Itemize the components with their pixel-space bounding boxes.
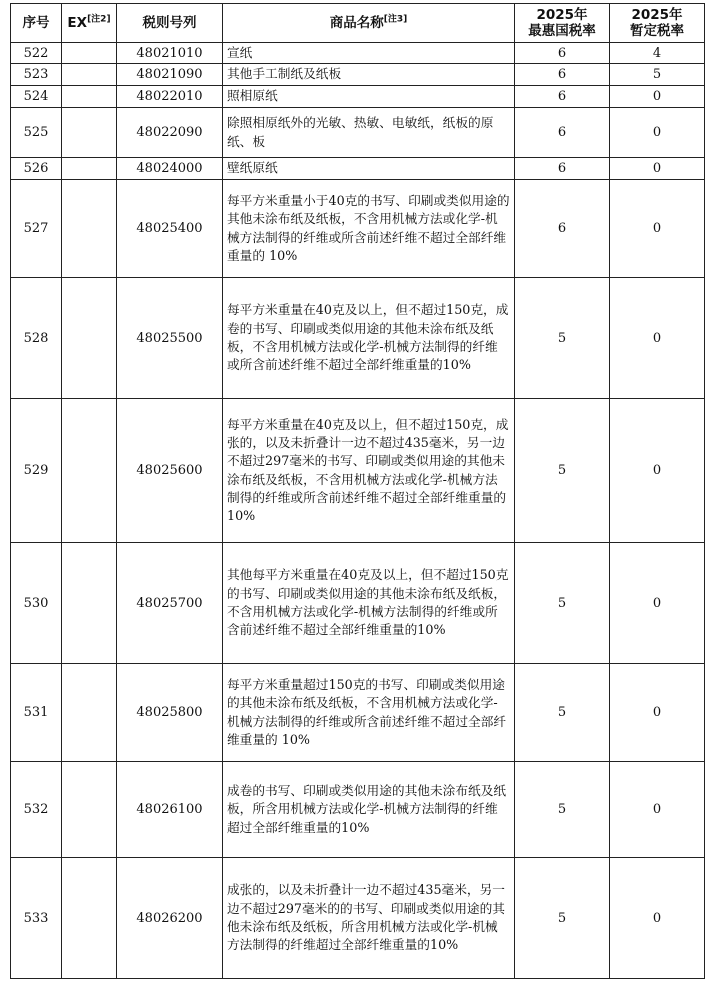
cell-name: 除照相原纸外的光敏、热敏、电敏纸，纸板的原纸、板: [223, 108, 515, 158]
cell-code: 48022090: [117, 108, 223, 158]
cell-temp: 0: [610, 762, 705, 858]
cell-name: 成卷的书写、印刷或类似用途的其他未涂布纸及纸板，所含用机械方法或化学-机械方法制得的纤维超过全部纤维重量的10%: [223, 762, 515, 858]
cell-ex: [62, 858, 117, 979]
cell-temp: 0: [610, 858, 705, 979]
cell-seq: 523: [11, 64, 62, 86]
cell-seq: 530: [11, 543, 62, 664]
table-row: [11, 64, 705, 86]
cell-mfn: 5: [515, 278, 610, 399]
header-mfn-rate: [515, 4, 610, 43]
cell-seq: 533: [11, 858, 62, 979]
cell-seq: 527: [11, 180, 62, 278]
cell-ex: [62, 108, 117, 158]
cell-ex: [62, 543, 117, 664]
cell-ex: [62, 664, 117, 762]
cell-code: 48021090: [117, 64, 223, 86]
header-mfn-year: 2025年: [536, 7, 588, 23]
cell-ex: [62, 278, 117, 399]
table-row: [11, 158, 705, 180]
header-ex: [62, 4, 117, 43]
header-ex-note: [注2]: [87, 14, 111, 25]
cell-code: 48026100: [117, 762, 223, 858]
cell-seq: 522: [11, 43, 62, 64]
table-row: [11, 278, 705, 399]
table-row: [11, 108, 705, 158]
cell-name: 壁纸原纸: [223, 158, 515, 180]
cell-ex: [62, 158, 117, 180]
cell-code: 48025500: [117, 278, 223, 399]
cell-temp: 0: [610, 86, 705, 108]
cell-mfn: 6: [515, 43, 610, 64]
cell-mfn: 5: [515, 858, 610, 979]
table-header-row: [11, 4, 705, 43]
cell-name: 其他手工制纸及纸板: [223, 64, 515, 86]
cell-seq: 529: [11, 399, 62, 543]
cell-seq: 531: [11, 664, 62, 762]
cell-name: 每平方米重量在40克及以上，但不超过150克，成卷的书写、印刷或类似用途的其他未涂布纸及纸板，不含用机械方法或化学-机械方法制得的纤维或所含前述纤维不超过全部纤维重量的10%: [223, 278, 515, 399]
header-name-label: 商品名称: [329, 15, 384, 31]
cell-seq: 526: [11, 158, 62, 180]
cell-temp: 0: [610, 664, 705, 762]
cell-temp: 0: [610, 543, 705, 664]
cell-temp: 0: [610, 108, 705, 158]
cell-seq: 525: [11, 108, 62, 158]
cell-mfn: 6: [515, 86, 610, 108]
table-row: [11, 43, 705, 64]
cell-name: 照相原纸: [223, 86, 515, 108]
cell-temp: 0: [610, 278, 705, 399]
cell-seq: 532: [11, 762, 62, 858]
cell-name: 每平方米重量小于40克的书写、印刷或类似用途的其他未涂布纸及纸板，不含用机械方法或化学-机械方法制得的纤维或所含前述纤维不超过全部纤维重量的 10%: [223, 180, 515, 278]
table-row: [11, 86, 705, 108]
cell-name: 成张的，以及未折叠计一边不超过435毫米，另一边不超过297毫米的的书写、印刷或类似用途的其他未涂布纸及纸板，所含用机械方法或化学-机械方法制得的纤维超过全部纤维重量的10%: [223, 858, 515, 979]
cell-mfn: 6: [515, 108, 610, 158]
cell-code: 48022010: [117, 86, 223, 108]
cell-ex: [62, 86, 117, 108]
cell-name: 宣纸: [223, 43, 515, 64]
cell-code: 48021010: [117, 43, 223, 64]
cell-code: 48025400: [117, 180, 223, 278]
cell-code: 48024000: [117, 158, 223, 180]
table-row: [11, 399, 705, 543]
header-seq: 序号: [11, 4, 62, 43]
cell-mfn: 6: [515, 158, 610, 180]
cell-temp: 4: [610, 43, 705, 64]
cell-name: 每平方米重量超过150克的书写、印刷或类似用途的其他未涂布纸及纸板，不含用机械方法或化学-机械方法制得的纤维或所含前述纤维不超过全部纤维重量的 10%: [223, 664, 515, 762]
table-row: [11, 664, 705, 762]
header-name-note: [注3]: [383, 14, 408, 25]
cell-temp: 0: [610, 180, 705, 278]
cell-ex: [62, 43, 117, 64]
cell-code: 48025700: [117, 543, 223, 664]
cell-mfn: 5: [515, 399, 610, 543]
table-row: [11, 180, 705, 278]
cell-ex: [62, 762, 117, 858]
cell-ex: [62, 399, 117, 543]
table-row: [11, 858, 705, 979]
header-mfn-label: 最惠国税率: [528, 23, 596, 39]
header-code: 税则号列: [117, 4, 223, 43]
header-temp-label: 暂定税率: [630, 23, 684, 39]
cell-name: 每平方米重量在40克及以上，但不超过150克，成张的，以及未折叠计一边不超过435毫米，另一边不超过297毫米的书写、印刷或类似用途的其他未涂布纸及纸板，不含用机械方法或化学-机械方法制得的纤维或所含前述纤维不超过全部纤维重量的10%: [223, 399, 515, 543]
cell-mfn: 5: [515, 664, 610, 762]
header-temp-rate: [610, 4, 705, 43]
cell-code: 48025800: [117, 664, 223, 762]
cell-name: 其他每平方米重量在40克及以上，但不超过150克的书写、印刷或类似用途的其他未涂布纸及纸板，不含用机械方法或化学-机械方法制得的纤维或所含前述纤维不超过全部纤维重量的10%: [223, 543, 515, 664]
cell-mfn: 5: [515, 543, 610, 664]
cell-code: 48026200: [117, 858, 223, 979]
header-ex-label: EX: [67, 15, 88, 31]
cell-seq: 524: [11, 86, 62, 108]
cell-seq: 528: [11, 278, 62, 399]
table-row: [11, 543, 705, 664]
header-name: [223, 4, 515, 43]
cell-mfn: 6: [515, 180, 610, 278]
cell-mfn: 6: [515, 64, 610, 86]
cell-mfn: 5: [515, 762, 610, 858]
cell-temp: 0: [610, 399, 705, 543]
cell-temp: 5: [610, 64, 705, 86]
cell-code: 48025600: [117, 399, 223, 543]
table-row: [11, 762, 705, 858]
header-temp-year: 2025年: [631, 7, 683, 23]
cell-ex: [62, 180, 117, 278]
cell-temp: 0: [610, 158, 705, 180]
cell-ex: [62, 64, 117, 86]
tariff-table: [10, 3, 705, 979]
